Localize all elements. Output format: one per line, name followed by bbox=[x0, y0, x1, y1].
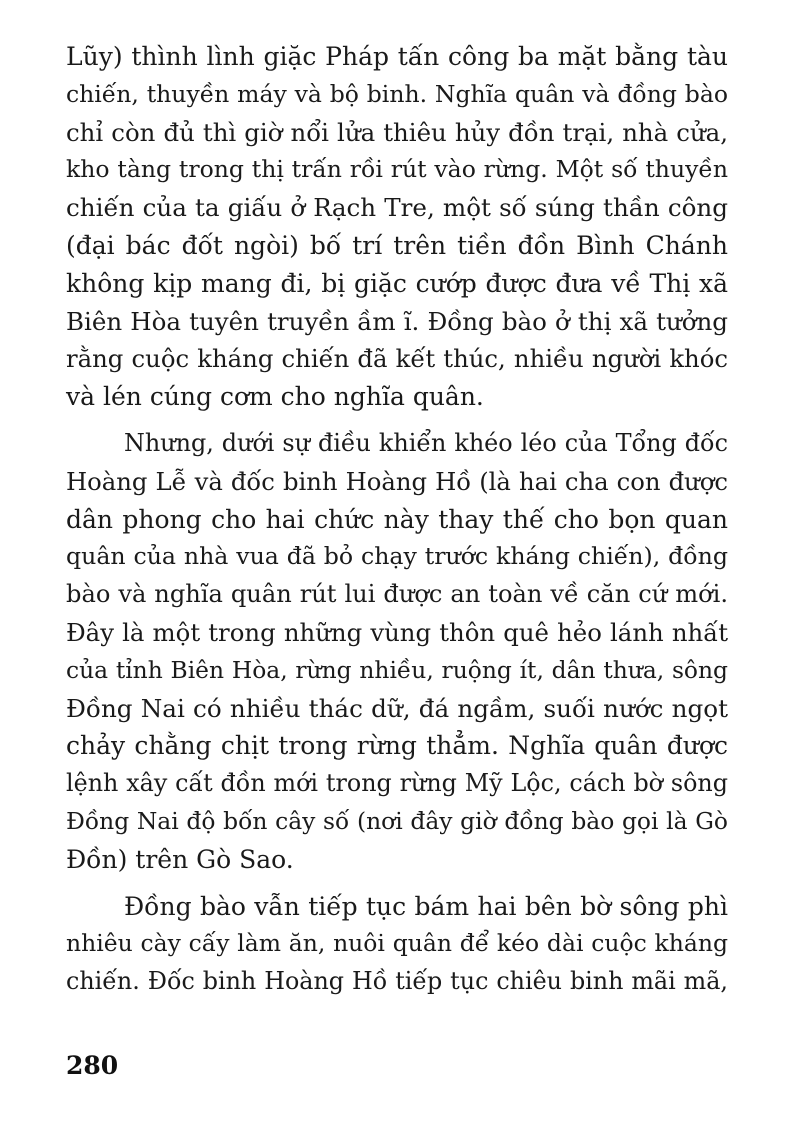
text-line: (đại bác đốt ngòi) bố trí trên tiền đồn Bình Chánh bbox=[66, 230, 728, 260]
text-line: Đồng Nai có nhiều thác dữ, đá ngầm, suối nước ngọt bbox=[66, 693, 728, 723]
text-line: của tỉnh Biên Hòa, rừng nhiều, ruộng ít, dân thưa, sông bbox=[66, 655, 728, 684]
text-line: chiến của ta giấu ở Rạch Tre, một số súng thần công bbox=[66, 193, 728, 223]
page-number: 280 bbox=[66, 1051, 119, 1080]
text-line: chảy chằng chịt trong rừng thẳm. Nghĩa quân được bbox=[66, 731, 728, 761]
text-line: và lén cúng cơm cho nghĩa quân. bbox=[66, 382, 484, 412]
text-line: Nhưng, dưới sự điều khiển khéo léo của Tổng đốc bbox=[124, 428, 728, 457]
text-line: Đồng Nai độ bốn cây số (nơi đây giờ đồng bào gọi là Gò bbox=[66, 806, 728, 835]
text-line: chiến, thuyền máy và bộ binh. Nghĩa quân và đồng bào bbox=[66, 79, 728, 108]
paragraph-1 bbox=[66, 38, 728, 416]
text-line: chiến. Đốc binh Hoàng Hồ tiếp tục chiêu binh mãi mã, bbox=[66, 967, 728, 996]
text-line: lệnh xây cất đồn mới trong rừng Mỹ Lộc, cách bờ sông bbox=[66, 769, 728, 798]
text-line: Lũy) thình lình giặc Pháp tấn công ba mặt bằng tàu bbox=[66, 42, 728, 71]
text-line: quân của nhà vua đã bỏ chạy trước kháng chiến), đồng bbox=[66, 542, 728, 571]
text-line: bào và nghĩa quân rút lui được an toàn về căn cứ mới. bbox=[66, 580, 728, 609]
text-line: Biên Hòa tuyên truyền ầm ĩ. Đồng bào ở thị xã tưởng bbox=[66, 306, 728, 336]
text-line: Đây là một trong những vùng thôn quê hẻo lánh nhất bbox=[66, 617, 728, 647]
paragraph-3 bbox=[66, 888, 728, 1001]
paragraph-spacer bbox=[66, 416, 728, 425]
text-line: Hoàng Lễ và đốc binh Hoàng Hồ (là hai cha con được bbox=[66, 466, 728, 496]
text-line: kho tàng trong thị trấn rồi rút vào rừng. Một số thuyền bbox=[66, 155, 728, 184]
text-line: chỉ còn đủ thì giờ nổi lửa thiêu hủy đồn trại, nhà cửa, bbox=[66, 117, 728, 147]
text-line: rằng cuộc kháng chiến đã kết thúc, nhiều người khóc bbox=[66, 344, 728, 374]
text-line: không kịp mang đi, bị giặc cướp được đưa về Thị xã bbox=[66, 268, 728, 298]
body-text bbox=[66, 38, 728, 1001]
text-line: dân phong cho hai chức này thay thế cho bọn quan bbox=[66, 504, 728, 534]
paragraph-spacer bbox=[66, 879, 728, 888]
text-line: Đồng bào vẫn tiếp tục bám hai bên bờ sông phì bbox=[124, 891, 728, 921]
text-line: nhiêu cày cấy làm ăn, nuôi quân để kéo dài cuộc kháng bbox=[66, 929, 728, 958]
paragraph-2 bbox=[66, 425, 728, 879]
text-line: Đồn) trên Gò Sao. bbox=[66, 844, 294, 874]
